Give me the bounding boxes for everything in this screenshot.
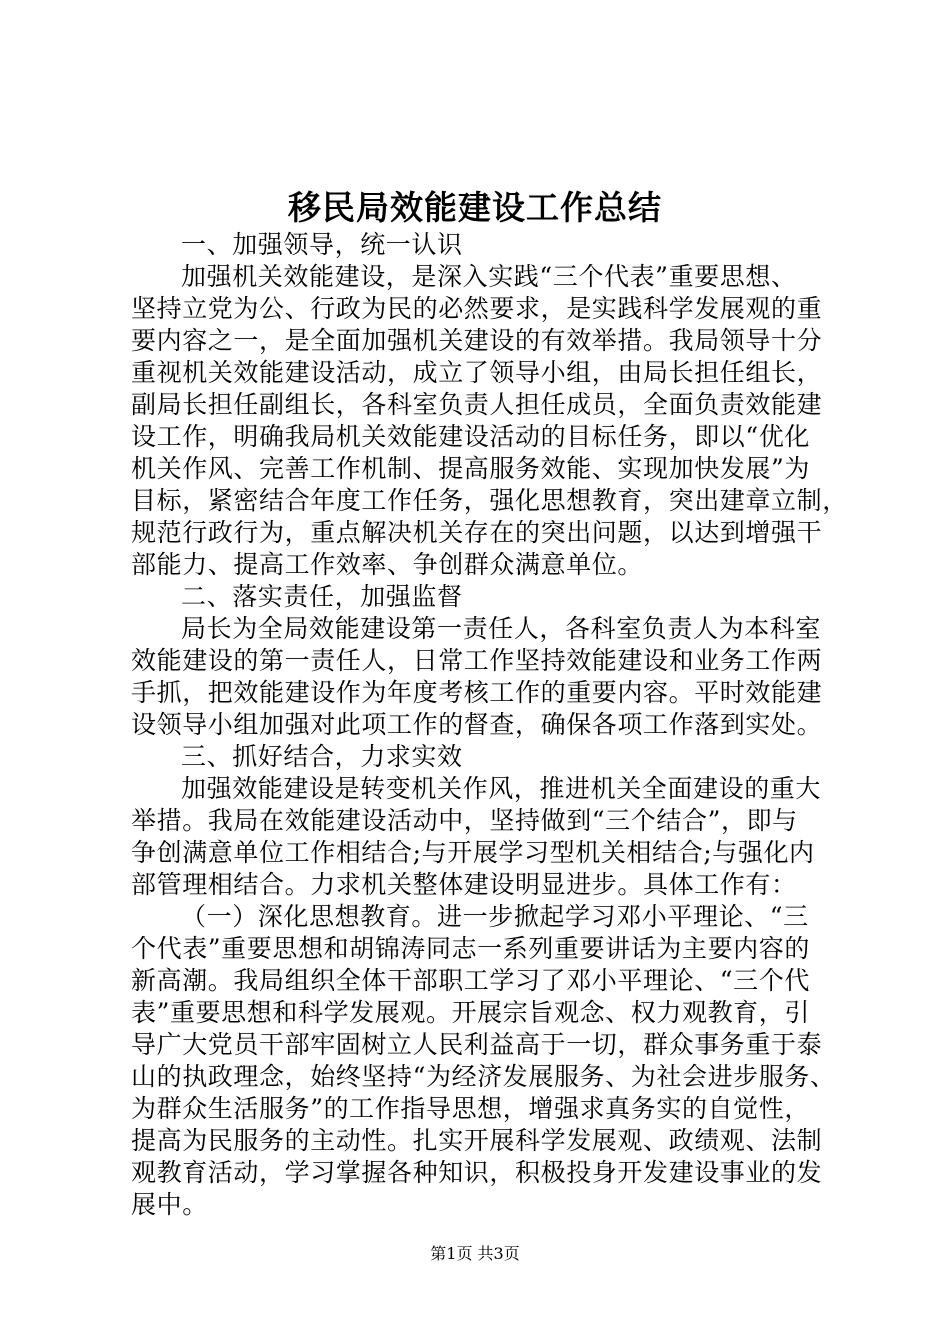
body-line: 举措。我局在效能建设活动中，坚持做到“三个结合”，即与 — [131, 806, 798, 835]
body-line: 争创满意单位工作相结合;与开展学习型机关相结合;与强化内 — [131, 838, 815, 867]
page-footer: 第1页 共3页 — [430, 1244, 520, 1263]
body-line: 手抓，把效能建设作为年度考核工作的重要内容。平时效能建 — [131, 678, 823, 707]
body-line: 个代表”重要思想和胡锦涛同志一系列重要讲话为主要内容的 — [131, 934, 810, 963]
body-line: 三、抓好结合，力求实效 — [181, 742, 463, 771]
body-line: 表”重要思想和科学发展观。开展宗旨观念、权力观教育，引 — [131, 998, 810, 1027]
body-line: 机关作风、完善工作机制、提高服务效能、实现加快发展”为 — [131, 454, 810, 483]
body-line: 局长为全局效能建设第一责任人，各科室负责人为本科室 — [181, 614, 822, 643]
body-line: 坚持立党为公、行政为民的必然要求，是实践科学发展观的重 — [131, 294, 823, 323]
body-line: 部能力、提高工作效率、争创群众满意单位。 — [131, 550, 644, 579]
body-line: （一）深化思想教育。进一步掀起学习邓小平理论、“三 — [181, 902, 809, 931]
body-line: 部管理相结合。力求机关整体建设明显进步。具体工作有： — [131, 870, 797, 899]
body-line: 重视机关效能建设活动，成立了领导小组，由局长担任组长， — [131, 358, 823, 387]
body-line: 导广大党员干部牢固树立人民利益高于一切，群众事务重于泰 — [131, 1030, 823, 1059]
body-line: 规范行政行为，重点解决机关存在的突出问题，以达到增强干 — [131, 518, 823, 547]
body-line: 设工作，明确我局机关效能建设活动的目标任务，即以“优化 — [131, 422, 810, 451]
body-line: 效能建设的第一责任人，日常工作坚持效能建设和业务工作两 — [131, 646, 823, 675]
body-line: 观教育活动，学习掌握各种知识，积极投身开发建设事业的发 — [131, 1158, 823, 1187]
body-line: 为群众生活服务”的工作指导思想，增强求真务实的自觉性， — [131, 1094, 810, 1123]
body-line: 加强机关效能建设，是深入实践“三个代表”重要思想、 — [181, 262, 797, 291]
document-body — [131, 229, 848, 1221]
body-line: 目标，紧密结合年度工作任务，强化思想教育，突出建章立制， — [131, 486, 848, 515]
body-line: 展中。 — [131, 1190, 208, 1219]
body-line: 副局长担任副组长，各科室负责人担任成员，全面负责效能建 — [131, 390, 823, 419]
body-line: 设领导小组加强对此项工作的督查，确保各项工作落到实处。 — [131, 710, 823, 739]
body-line: 要内容之一，是全面加强机关建设的有效举措。我局领导十分 — [131, 326, 823, 355]
body-line: 一、加强领导，统一认识 — [181, 230, 463, 259]
body-line: 新高潮。我局组织全体干部职工学习了邓小平理论、“三个代 — [131, 966, 810, 995]
body-line: 二、落实责任，加强监督 — [181, 582, 463, 611]
body-line: 提高为民服务的主动性。扎实开展科学发展观、政绩观、法制 — [131, 1126, 823, 1155]
document-title: 移民局效能建设工作总结 — [288, 188, 662, 227]
body-line: 加强效能建设是转变机关作风，推进机关全面建设的重大 — [181, 774, 822, 803]
body-line: 山的执政理念，始终坚持“为经济发展服务、为社会进步服务、 — [131, 1062, 836, 1091]
